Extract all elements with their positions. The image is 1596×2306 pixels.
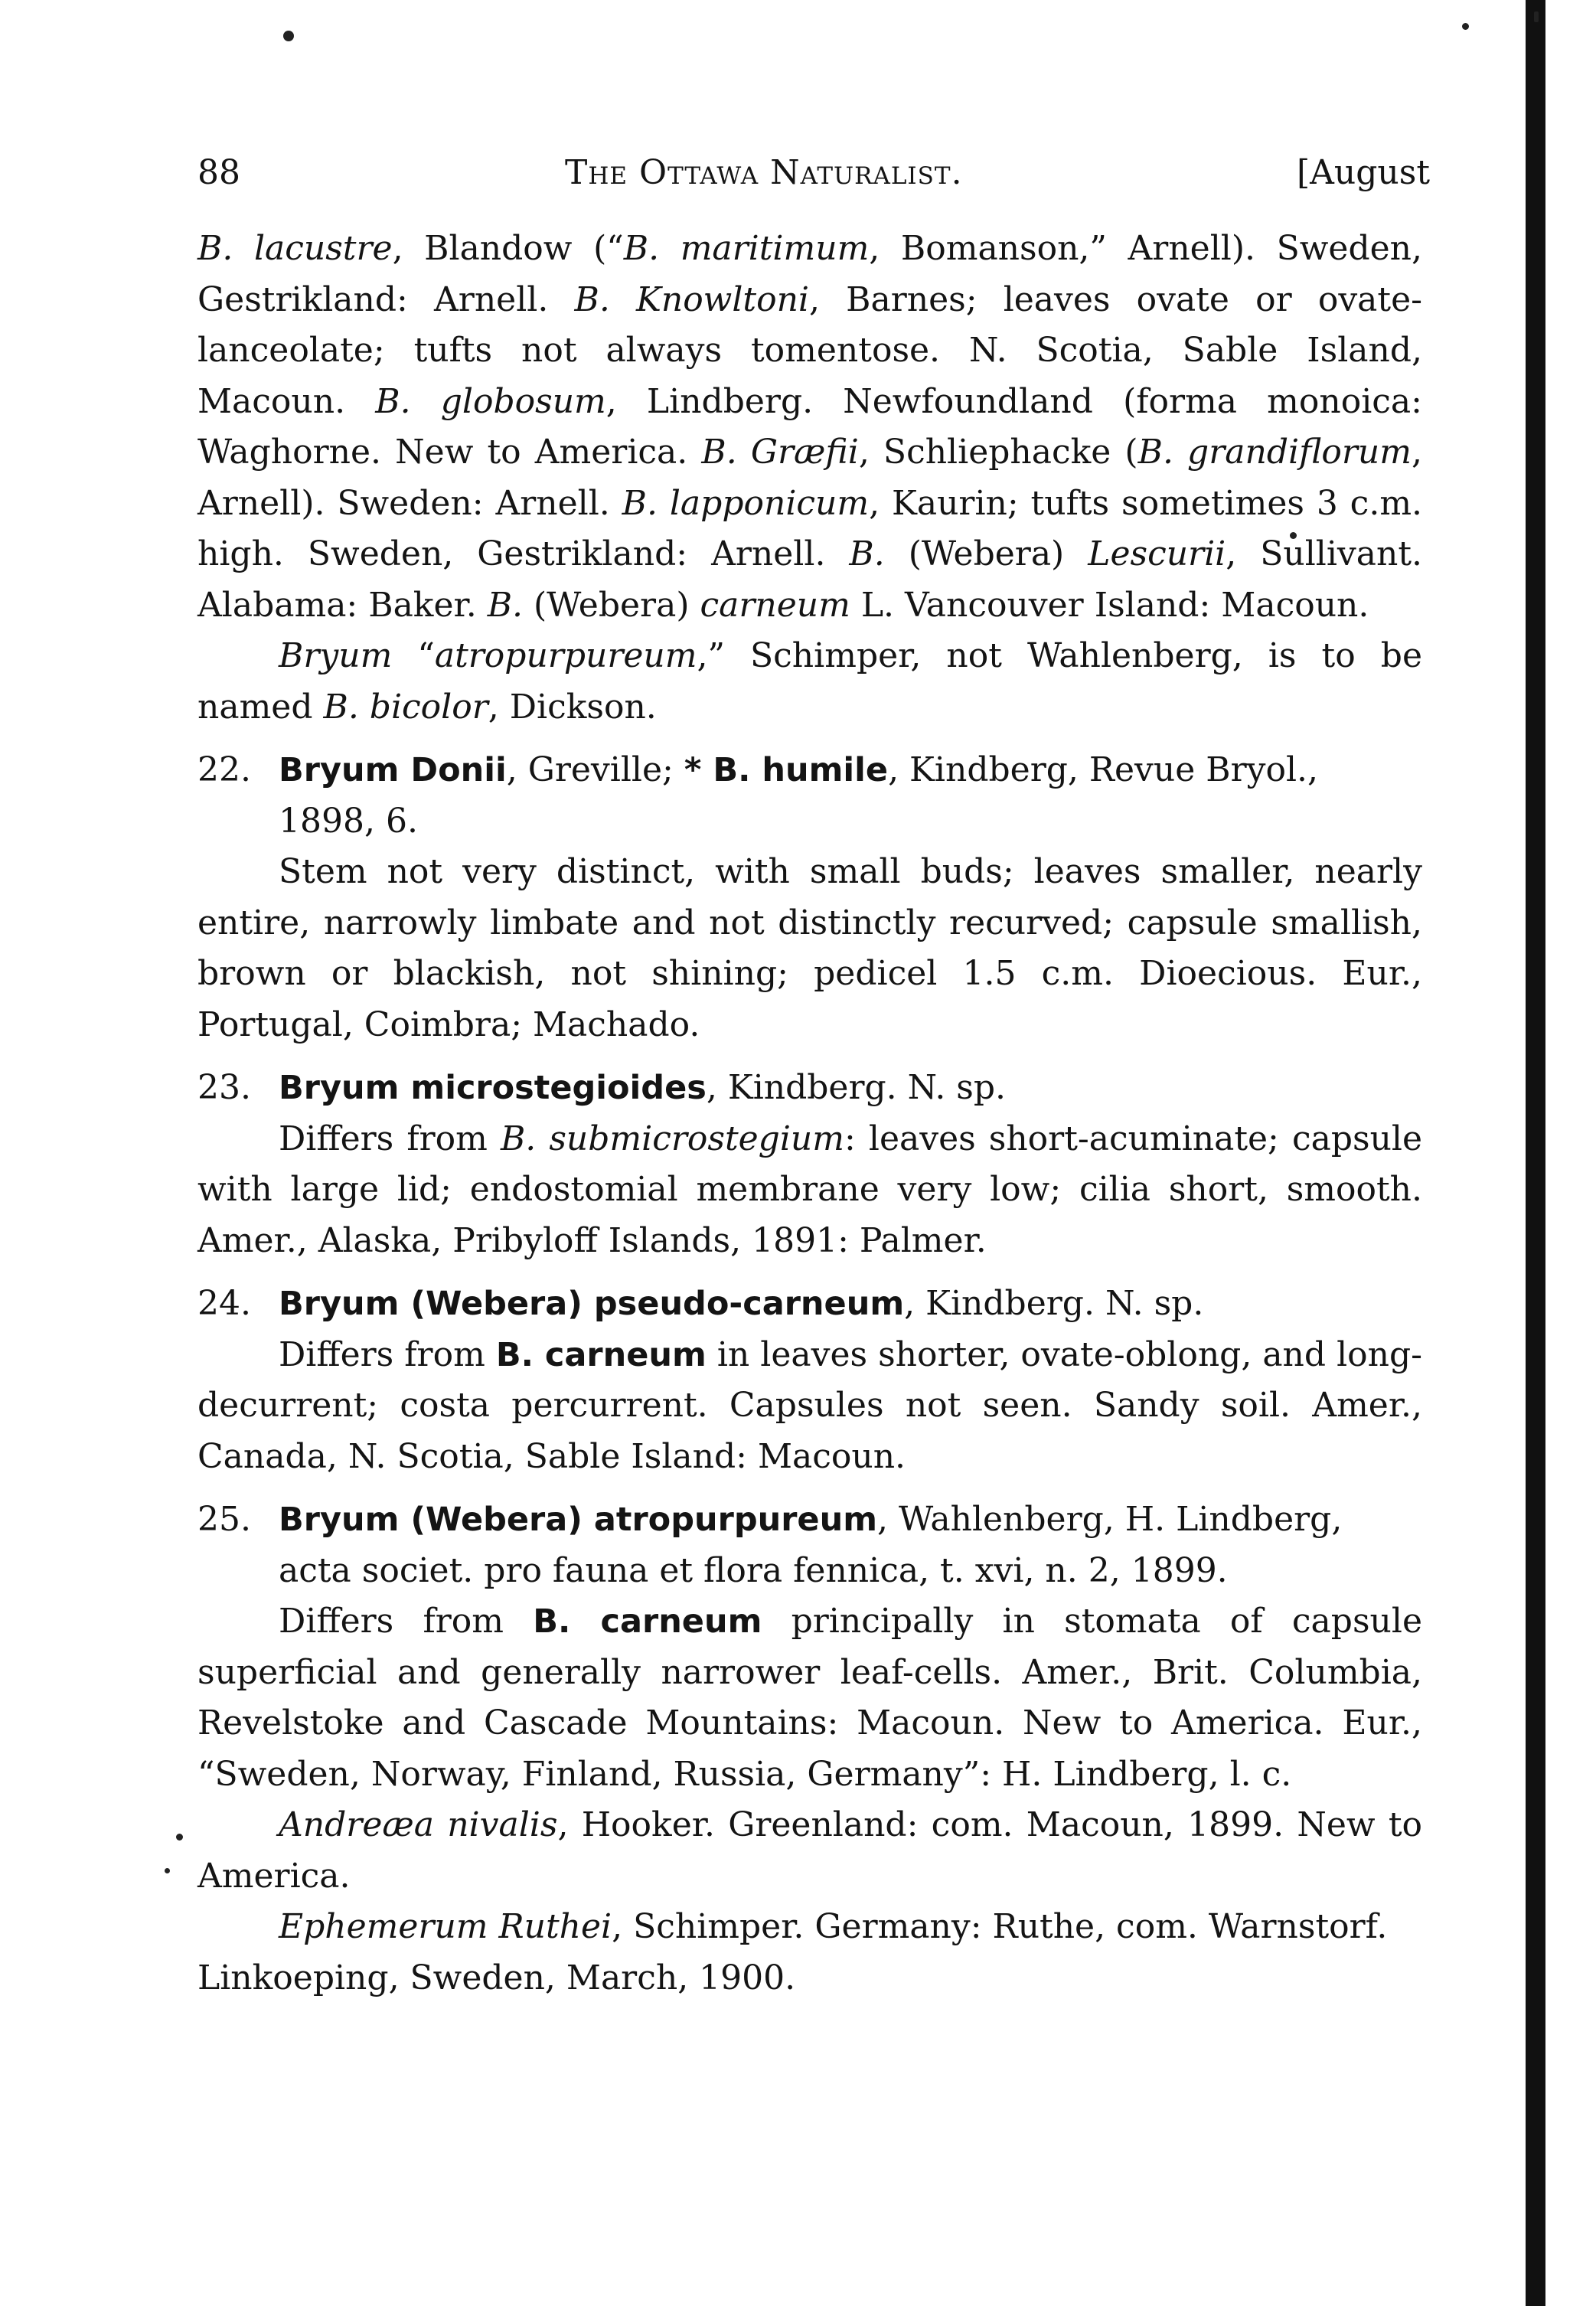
italic-taxon-name: B. Knowltoni [574,279,809,319]
text-run: , Lindberg. Newfoundland (forma monoica: Waghorne. New to America. [197,381,1422,472]
text-run: (Webera) [884,534,1088,573]
scan-speck [1534,11,1539,22]
species-entry-description: Stem not very distinct, with small buds; leaves smaller, nearly entire, narrowly limbate and not distinctly recurved; capsule smallish, brown or blackish, not shining; pedicel 1.5 c.m. Dioecious. Eur., Portugal, Coimbra; Machado. [197,852,1422,1044]
issue-month: [August [1296,153,1430,192]
species-entry-25 [197,1494,1422,1800]
italic-taxon-name: atropurpureum [434,636,697,675]
species-entry-head [197,745,1422,847]
bold-species-name: Bryum (Webera) atropurpureum [279,1501,877,1539]
text-run: , Dickson. [488,687,657,727]
text-run: (Webera) [523,585,700,625]
text-run: Differs from [279,1602,534,1641]
text-run: , Hooker. Greenland: com. Macoun, 1899. New to America. [197,1805,1422,1896]
entry-head-text [279,1068,1006,1107]
paragraph-bryum-notes [197,224,1422,631]
text-run: , Schliephacke ( [858,433,1138,472]
bold-species-name: B. carneum [533,1602,762,1641]
page-number: 88 [197,153,240,192]
dateline: Linkoeping, Sweden, March, 1900. [197,1958,796,1997]
entry-number: 22. [197,750,251,789]
italic-taxon-name: B. globosum [375,381,606,421]
bold-species-name: B. carneum [495,1335,707,1374]
text-run: Differs from [279,1119,501,1158]
paragraph-ephemerum-note [197,1902,1422,1953]
paragraph-andreaea-note [197,1800,1422,1902]
scan-speck [283,31,294,41]
entry-head-text [279,1284,1203,1323]
italic-taxon-name: B. bicolor [323,687,488,727]
text-run: ,” Schimper, not Wahlenberg, is to be named [197,636,1422,727]
text-run: , Greville; [506,750,684,789]
text-run: “ [392,636,435,675]
text-run: principally in stomata of capsule superficial and generally narrower leaf-cells. Amer., Brit. Columbia, Revelstoke and Cascade Mountains: Macoun. New to America. Eur., “Sweden, Norway, Finland, Russia, Germany”: H. Lindberg, l. c. [197,1602,1422,1794]
text-run: , Wahlenberg, H. Lindberg, acta societ. pro fauna et flora fennica, t. xvi, n. 2, 1899. [279,1500,1343,1590]
scan-speck [176,1834,183,1841]
species-entry-head [197,1279,1422,1330]
italic-taxon-name: B. Græfii [701,433,859,472]
entry-number: 25. [197,1500,251,1539]
bold-species-name: Bryum (Webera) pseudo-carneum [279,1285,905,1323]
text-run: , Kindberg. N. sp. [904,1284,1204,1323]
text-run: , Arnell). Sweden: Arnell. [197,433,1422,523]
bold-species-name: * B. humile [684,751,889,789]
italic-taxon-name: B. lapponicum [622,483,870,523]
italic-taxon-name: B. maritimum [623,229,870,268]
species-entry-description [197,1114,1422,1267]
species-entry-head [197,1063,1422,1114]
text-run: : leaves short-acuminate; capsule with large lid; endostomial membrane very low; cilia short, smooth. Amer., Alaska, Pribyloff Islands, 1891: Palmer. [197,1119,1423,1260]
species-entry-description [197,1330,1422,1483]
bold-species-name: Bryum Donii [279,751,507,789]
bold-species-name: Bryum microstegioides [279,1069,707,1107]
text-run: , Bomanson,” Arnell). Sweden, Gestrikland: Arnell. [197,229,1422,319]
entry-head-text [279,1500,1342,1590]
scan-speck [1462,23,1469,30]
text-run: , Kindberg. N. sp. [706,1068,1007,1107]
binding-edge-shadow [1526,0,1545,2306]
italic-taxon-name: B. [487,585,524,625]
italic-taxon-name: Andreæa nivalis [279,1805,558,1844]
species-entry-23 [197,1063,1422,1266]
running-head [197,153,1430,207]
text-run: , Sullivant. Alabama: Baker. [197,534,1423,625]
text-run: Differs from [279,1334,496,1374]
paragraph-bryum-atropurpureum-note [197,631,1422,733]
text-run: , Kaurin; tufts sometimes 3 c.m. high. Sweden, Gestrikland: Arnell. [197,483,1423,573]
species-entry-head [197,1494,1422,1596]
text-run: , Kindberg, Revue Bryol., 1898, 6. [279,750,1319,841]
entry-number: 24. [197,1284,251,1323]
species-entry-description [197,1596,1422,1800]
italic-taxon-name: B. lacustre [197,229,393,268]
italic-taxon-name: Ephemerum Ruthei [279,1907,612,1946]
entry-head-text [279,750,1318,841]
text-run: , Blandow (“ [392,229,624,268]
italic-taxon-name: Lescurii [1088,534,1226,573]
italic-taxon-name: B. submicrostegium [500,1119,844,1158]
italic-taxon-name: B. grandiflorum [1137,433,1412,472]
italic-taxon-name: B. [849,534,885,573]
text-run: , Barnes; leaves ovate or ovate-lanceolate; tufts not always tomentose. N. Scotia, Sable Island, Macoun. [197,279,1422,421]
text-run: L. Vancouver Island: Macoun. [850,585,1369,625]
text-run: in leaves shorter, ovate-oblong, and long-decurrent; costa percurrent. Capsules not seen. Sandy soil. Amer., Canada, N. Scotia, Sable Island: Macoun. [197,1334,1422,1476]
page [197,153,1430,2004]
entry-number: 23. [197,1068,251,1107]
journal-title: The Ottawa Naturalist. [565,153,963,192]
italic-taxon-name: carneum [700,585,850,625]
text-run: , Schimper. Germany: Ruthe, com. Warnstorf. [612,1907,1388,1946]
scan-speck [165,1868,170,1873]
species-entry-24 [197,1279,1422,1482]
italic-taxon-name: Bryum [279,636,393,675]
species-entry-22 [197,745,1422,1050]
